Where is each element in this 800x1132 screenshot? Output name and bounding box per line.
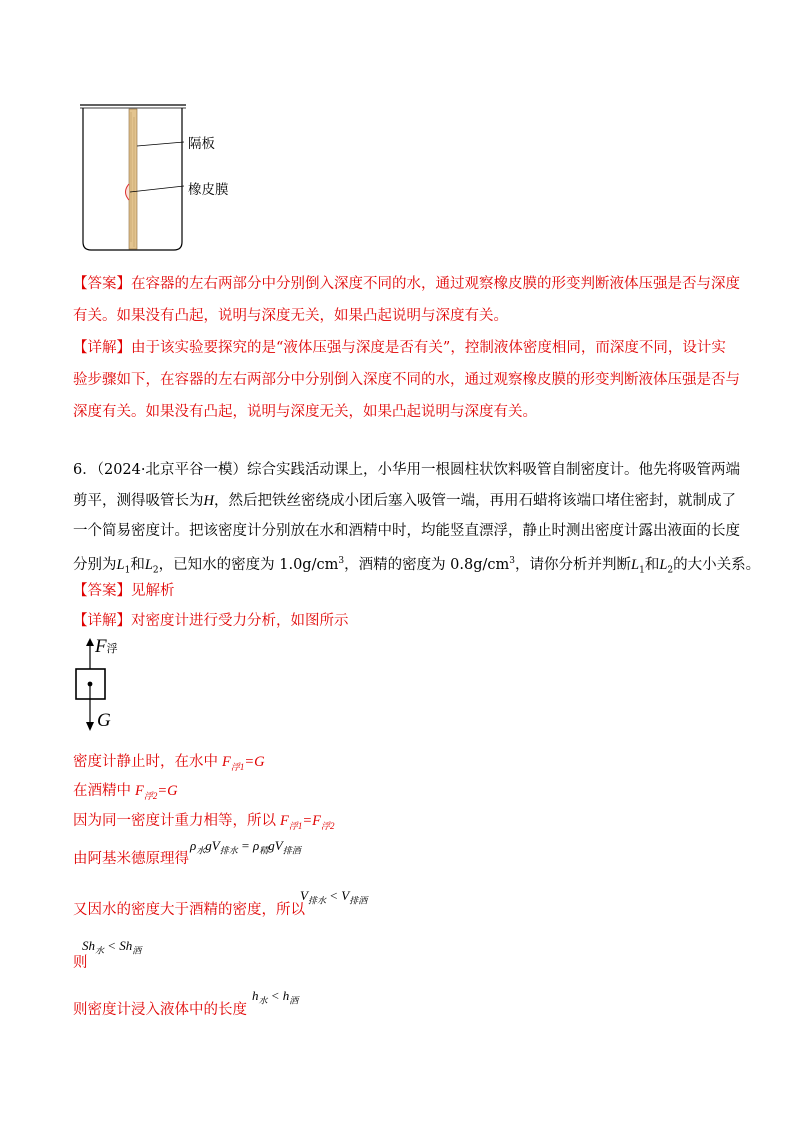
q6-detail: 【详解】对密度计进行受力分析，如图所示 xyxy=(73,613,349,629)
step-1: 密度计静止时，在水中 $F_{浮1}=G$ xyxy=(73,754,265,772)
q5-answer-line2: 有关。如果没有凸起，说明与深度无关，如果凸起说明与深度有关。 xyxy=(73,308,508,324)
q5-detail-line1: 【详解】由于该实验要探究的是“液体压强与深度是否有关”，控制液体密度相同，而深度不同，设计实 xyxy=(73,340,726,356)
q5-detail-line2: 验步骤如下，在容器的左右两部分中分别倒入深度不同的水，通过观察橡皮膜的形变判断液体压强是否与 xyxy=(73,372,740,388)
label-membrane: 橡皮膜 xyxy=(188,182,229,198)
step-7-equation: $h_水 < h_酒$ xyxy=(252,988,299,1006)
step-4-text: 由阿基米德原理得 xyxy=(73,851,189,867)
q6-line2: 剪平，测得吸管长为H，然后把铁丝密绕成小团后塞入吸管一端，再用石蜡将该端口堵住密封，就制成了 xyxy=(73,493,736,509)
step-5-text: 又因水的密度大于酒精的密度，所以 xyxy=(73,902,305,918)
q5-answer-line1: 【答案】在容器的左右两部分中分别倒入深度不同的水，通过观察橡皮膜的形变判断液体压强是否与深度 xyxy=(73,276,740,292)
force-G-label: G xyxy=(97,710,111,731)
q6-line3: 一个简易密度计。把该密度计分别放在水和酒精中时，均能竖直漂浮，静止时测出密度计露出液面的长度 xyxy=(73,523,740,539)
q6-line1: 6．（2024·北京平谷一模）综合实践活动课上，小华用一根圆柱状饮料吸管自制密度计。他先将吸管两端 xyxy=(73,462,740,478)
force-F-label: F浮 xyxy=(95,636,118,657)
step-7-text: 则密度计浸入液体中的长度 xyxy=(73,1002,247,1018)
label-partition: 隔板 xyxy=(188,136,215,152)
step-5-equation: $V_{排水} < V_{排酒}$ xyxy=(300,888,368,906)
step-6-text: 则 xyxy=(73,955,88,971)
container-figure xyxy=(78,102,268,254)
q6-answer: 【答案】见解析 xyxy=(73,583,175,599)
step-2: 在酒精中 $F_{浮2}=G$ xyxy=(73,783,178,801)
step-6-equation: $Sh_水 < Sh_酒$ xyxy=(82,938,142,956)
step-4-equation: $\rho_水gV_{排水} = \rho_精gV_{排酒}$ xyxy=(190,838,301,856)
step-3: 因为同一密度计重力相等，所以 $F_{浮1}=F_{浮2}$ xyxy=(73,813,335,831)
detail-tag: 【详解】 xyxy=(73,340,131,356)
answer-tag: 【答案】 xyxy=(73,276,131,292)
q5-detail-line3: 深度有关。如果没有凸起，说明与深度无关，如果凸起说明与深度有关。 xyxy=(73,404,537,420)
q6-line4: 分别为$L_1$和$L_2$，已知水的密度为 $1.0g/cm^3$，酒精的密度为 $0.8g/cm^3$，请你分析并判断$L_1$和$L_2$的大小关系。 xyxy=(73,556,761,576)
